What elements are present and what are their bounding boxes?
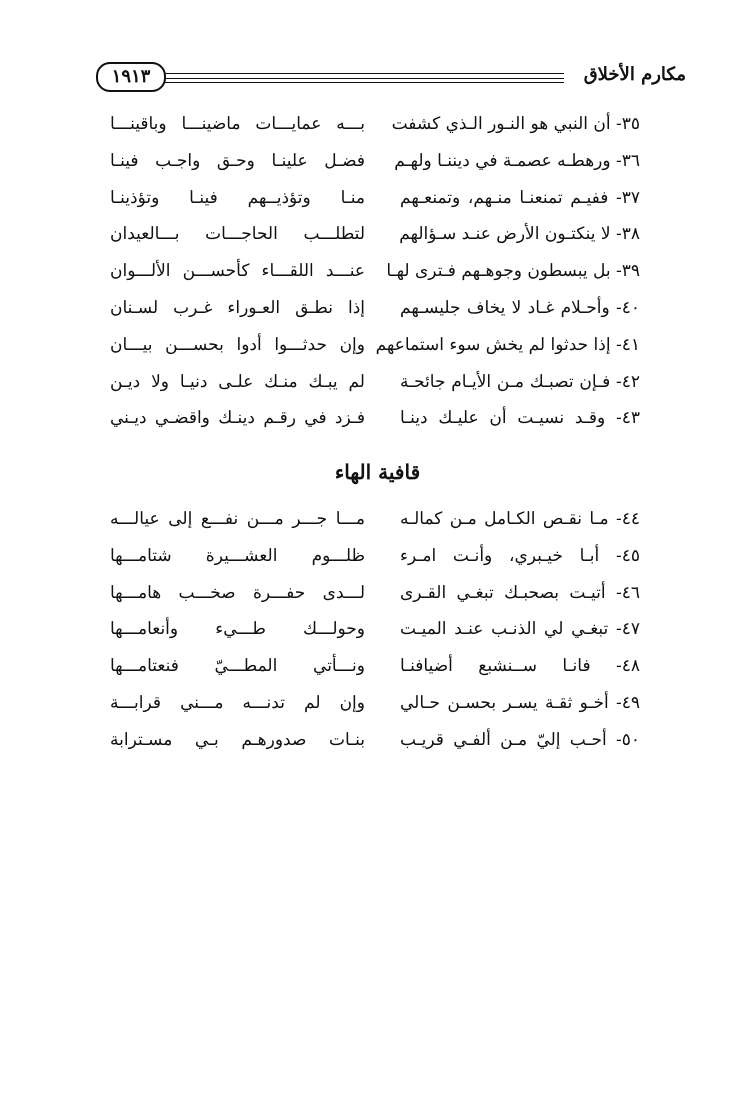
verse-row	[110, 650, 640, 687]
verse-first-hemistich: ٤٧- تبغـي لي الذنـب عنـد الميـت	[400, 619, 640, 640]
verse-second-hemistich: وحولـــك طـــيء وأنعامـــها	[110, 619, 365, 640]
page-number: ١٩١٣	[96, 62, 166, 92]
verse-first-hemistich: ٤٤- مـا نقـص الكـامل مـن كمالـه	[400, 509, 640, 529]
verse-second-hemistich: بـــه عمايـــات ماضينـــا وباقينـــا	[110, 114, 365, 134]
verse-list-2	[110, 503, 640, 761]
verse-first-hemistich: ٤١- إذا حدثوا لم يخش سوء استماعهم	[375, 334, 640, 355]
page-header	[96, 60, 686, 96]
header-thin-rule	[164, 82, 564, 83]
verse-row	[110, 503, 640, 540]
verse-first-hemistich: ٤٥- أبـا خيـبري، وأنـت امـرء	[400, 545, 640, 566]
verse-row	[110, 255, 640, 292]
verse-row	[110, 577, 640, 614]
verse-second-hemistich: إذا نطـق العـوراء غـرب لسـنان	[110, 297, 365, 318]
verse-first-hemistich: ٤٦- أتيـت بصحبـك تبغـي القـرى	[400, 582, 640, 603]
verse-first-hemistich: ٤٩- أخـو ثقـة يسـر بحسـن حـالي	[400, 692, 640, 713]
running-title: مكارم الأخلاق	[583, 64, 686, 85]
verse-row	[110, 540, 640, 577]
verse-second-hemistich: منـا وتؤذيــهم فينـا وتؤذينـا	[110, 187, 365, 208]
verse-first-hemistich: ٣٧- ففيـم تمنعنـا منـهم، وتمنعـهم	[400, 187, 640, 208]
verse-second-hemistich: بنـات صدورهـم بـي مسـترابة	[110, 729, 365, 750]
verse-first-hemistich: ٣٦- ورهطـه عصمـة في ديننـا ولهـم	[394, 150, 640, 171]
verse-second-hemistich: لـــدى حفـــرة صخـــب هامـــها	[110, 582, 365, 603]
verse-row	[110, 613, 640, 650]
verse-second-hemistich: عنـــد اللقـــاء كأحســـن الألـــوان	[110, 261, 365, 282]
verse-second-hemistich: وإن حدثـــوا أدوا بحســـن بيـــان	[110, 334, 365, 355]
verse-first-hemistich: ٣٥- أن النبي هو النـور الـذي كشفت	[391, 114, 640, 134]
verse-list-1	[110, 108, 640, 439]
verse-row	[110, 724, 640, 761]
verse-row	[110, 218, 640, 255]
verse-row	[110, 182, 640, 219]
verse-second-hemistich: مـــا جـــر مـــن نفـــع إلى عيالـــه	[110, 509, 365, 529]
verse-second-hemistich: لم يبـك منـك علـى دنيـا ولا ديـن	[110, 371, 365, 392]
verse-first-hemistich: ٣٩- بل يبسطون وجوهـهم فـترى لهـا	[386, 261, 640, 282]
verse-row	[110, 292, 640, 329]
verse-row	[110, 329, 640, 366]
section-heading: قافية الهاء	[334, 460, 421, 484]
verse-second-hemistich: ونـــأتي المطـــيّ فنعتامـــها	[110, 656, 365, 677]
verse-first-hemistich: ٤٠- وأحـلام غـاد لا يخاف جليسـهم	[400, 297, 640, 318]
verse-first-hemistich: ٤٣- وقـد نسيـت أن عليـك دينـا	[400, 408, 640, 429]
verse-first-hemistich: ٤٢- فـإن تصبـك مـن الأيـام جائحـة	[400, 371, 640, 392]
verse-second-hemistich: وإن لم تدنـــه مـــني قرابـــة	[110, 692, 365, 713]
header-double-rule	[164, 73, 564, 79]
verse-first-hemistich: ٥٠- أحـب إليّ مـن ألفـي قريـب	[400, 729, 640, 750]
verse-first-hemistich: ٣٨- لا ينكتـون الأرض عنـد سـؤالهم	[399, 224, 640, 245]
verse-row	[110, 366, 640, 403]
verse-second-hemistich: فـزد في رقـم دينـك واقضـي ديـني	[110, 408, 365, 429]
verse-second-hemistich: ظلـــوم العشـــيرة شتامـــها	[110, 545, 365, 566]
verse-second-hemistich: فضـل علينـا وحـق واجـب فينـا	[110, 150, 365, 171]
verse-second-hemistich: لتطلـــب الحاجـــات بـــالعيدان	[110, 224, 365, 245]
verse-row	[110, 108, 640, 145]
verse-first-hemistich: ٤٨- فانـا ســنشبع أضيافنـا	[400, 656, 640, 677]
verse-row	[110, 145, 640, 182]
verse-row	[110, 402, 640, 439]
verse-row	[110, 687, 640, 724]
